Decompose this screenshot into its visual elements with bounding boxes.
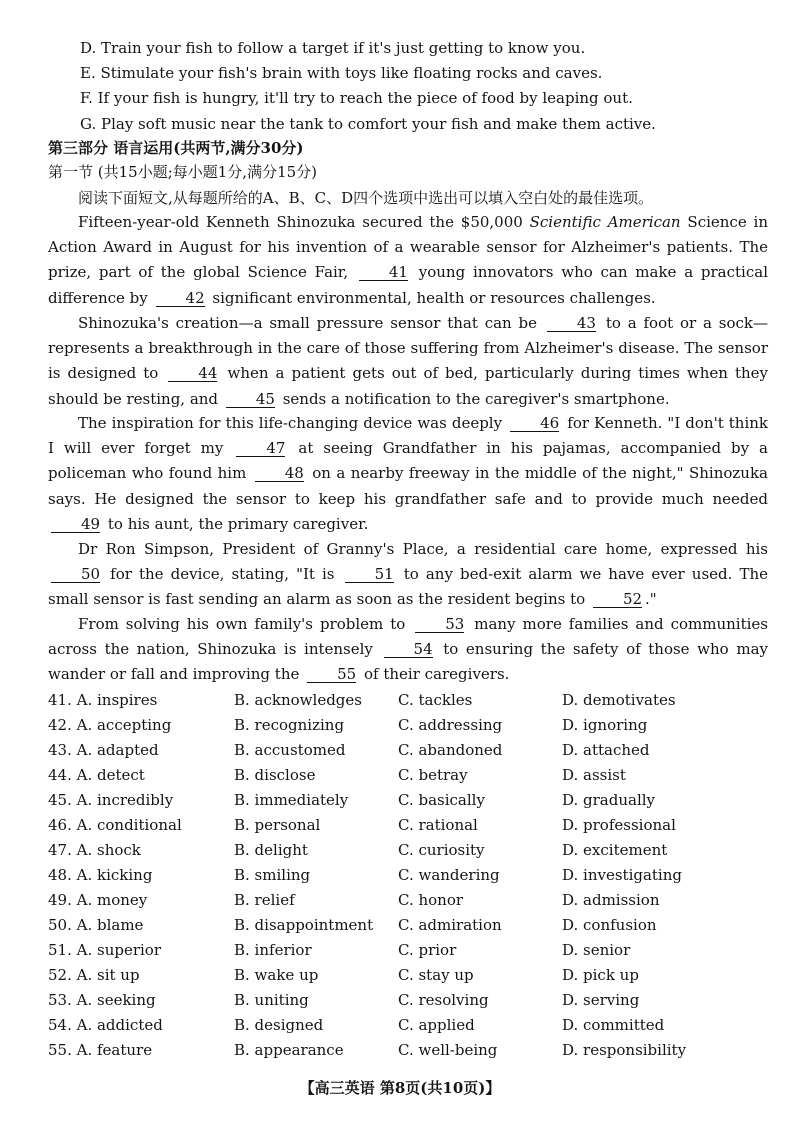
part3-header: 第三部分 语言运用(共两节,满分30分) <box>48 139 304 157</box>
q55-option-c: C. well-being <box>398 1041 498 1059</box>
blank-41: 41 <box>359 264 408 281</box>
q45-option-d: D. gradually <box>562 791 656 809</box>
blank-55: 55 <box>307 666 356 683</box>
q41-option-b: B. acknowledges <box>234 691 362 709</box>
question-43-options <box>48 739 748 761</box>
q42-option-c: C. addressing <box>398 716 503 734</box>
q52-option-d: D. pick up <box>562 966 639 984</box>
q41-option-d: D. demotivates <box>562 691 676 709</box>
top-option-f: F. If your fish is hungry, it'll try to reach the piece of food by leaping out. <box>80 89 633 107</box>
passage-paragraph-1 <box>48 210 768 311</box>
p1-text-c: young innovators who can make a practical difference by <box>48 263 768 307</box>
q55-option-d: D. responsibility <box>562 1041 687 1059</box>
q49-option-b: B. relief <box>234 891 295 909</box>
q50-option-a: 50. A. blame <box>48 916 144 934</box>
q50-option-d: D. confusion <box>562 916 657 934</box>
p1-text-d: significant environmental, health or resources challenges. <box>212 288 656 307</box>
q42-option-d: D. ignoring <box>562 716 648 734</box>
q53-option-b: B. uniting <box>234 991 309 1009</box>
p2-text-c: when a patient gets out of bed, particularly during times when they should be resting, and <box>48 364 768 408</box>
top-option-e: E. Stimulate your fish's brain with toys like floating rocks and caves. <box>80 64 603 82</box>
q46-option-a: 46. A. conditional <box>48 816 182 834</box>
q47-option-a: 47. A. shock <box>48 841 141 859</box>
question-55-options <box>48 1039 748 1061</box>
q52-option-b: B. wake up <box>234 966 319 984</box>
p3-text-d: on a nearby freeway in the middle of the night," Shinozuka says. He designed the sensor to keep his grandfather safe and to provide much needed <box>48 464 768 508</box>
question-52-options <box>48 964 748 986</box>
question-41-options <box>48 689 748 711</box>
q46-option-d: D. professional <box>562 816 676 834</box>
question-50-options <box>48 914 748 936</box>
passage-paragraph-5 <box>48 612 768 688</box>
q48-option-c: C. wandering <box>398 866 500 884</box>
q41-option-c: C. tackles <box>398 691 473 709</box>
question-44-options <box>48 764 748 786</box>
blank-43: 43 <box>547 315 596 332</box>
q52-option-a: 52. A. sit up <box>48 966 140 984</box>
p1-magazine-name: Scientific American <box>529 213 681 231</box>
q47-option-b: B. delight <box>234 841 308 859</box>
p5-text-c: to ensuring the safety of those who may wander or fall and improving the <box>48 640 768 684</box>
q54-option-c: C. applied <box>398 1016 475 1034</box>
q50-option-b: B. disappointment <box>234 916 374 934</box>
blank-49: 49 <box>51 516 100 533</box>
q47-option-d: D. excitement <box>562 841 668 859</box>
p1-text-b: Science in Action Award in August for his invention of a wearable sensor for Alzheimer's patients. The prize, part of the global Science Fair, <box>48 213 768 282</box>
question-46-options <box>48 814 748 836</box>
blank-53: 53 <box>415 616 464 633</box>
q54-option-d: D. committed <box>562 1016 665 1034</box>
q49-option-d: D. admission <box>562 891 660 909</box>
question-45-options <box>48 789 748 811</box>
question-51-options <box>48 939 748 961</box>
q43-option-d: D. attached <box>562 741 650 759</box>
q47-option-c: C. curiosity <box>398 841 485 859</box>
blank-47: 47 <box>236 440 285 457</box>
blank-46: 46 <box>510 415 559 432</box>
blank-42: 42 <box>156 290 205 307</box>
q42-option-a: 42. A. accepting <box>48 716 172 734</box>
q55-option-a: 55. A. feature <box>48 1041 153 1059</box>
passage-paragraph-2 <box>48 311 768 412</box>
question-47-options <box>48 839 748 861</box>
passage-paragraph-4 <box>48 537 768 613</box>
blank-48: 48 <box>255 465 304 482</box>
p2-text-d: sends a notification to the caregiver's smartphone. <box>282 389 670 408</box>
q54-option-a: 54. A. addicted <box>48 1016 163 1034</box>
q41-option-a: 41. A. inspires <box>48 691 158 709</box>
passage-paragraph-3 <box>48 411 768 537</box>
q52-option-c: C. stay up <box>398 966 474 984</box>
p4-text-a: Dr Ron Simpson, President of Granny's Place, a residential care home, expressed his <box>78 540 768 558</box>
p3-text-b: for Kenneth. "I don't think I will ever forget my <box>48 414 768 458</box>
p5-text-b: many more families and communities across the nation, Shinozuka is intensely <box>48 615 768 659</box>
p3-text-c: at seeing Grandfather in his pajamas, accompanied by a policeman who found him <box>48 439 768 483</box>
top-option-g: G. Play soft music near the tank to comfort your fish and make them active. <box>80 115 656 133</box>
p4-text-d: ." <box>645 590 657 609</box>
q43-option-a: 43. A. adapted <box>48 741 159 759</box>
question-42-options <box>48 714 748 736</box>
p2-text-b: to a foot or a sock—represents a breakthrough in the care of those suffering from Alzheimer's disease. The sensor is designed to <box>48 314 768 383</box>
q45-option-b: B. immediately <box>234 791 349 809</box>
page-footer: 【高三英语 第8页(共10页)】 <box>299 1079 501 1097</box>
section1-header: 第一节 (共15小题;每小题1分,满分15分) <box>48 163 318 181</box>
p4-text-c: to any bed-exit alarm we have ever used. The small sensor is fast sending an alarm as soon as the resident begins to <box>48 565 768 609</box>
q45-option-a: 45. A. incredibly <box>48 791 174 809</box>
q44-option-a: 44. A. detect <box>48 766 145 784</box>
q51-option-a: 51. A. superior <box>48 941 161 959</box>
q50-option-c: C. admiration <box>398 916 502 934</box>
p4-text-b: for the device, stating, "It is <box>110 565 335 584</box>
q46-option-b: B. personal <box>234 816 321 834</box>
q46-option-c: C. rational <box>398 816 478 834</box>
q44-option-b: B. disclose <box>234 766 316 784</box>
q51-option-b: B. inferior <box>234 941 312 959</box>
q49-option-c: C. honor <box>398 891 464 909</box>
q48-option-a: 48. A. kicking <box>48 866 153 884</box>
q51-option-d: D. senior <box>562 941 631 959</box>
q44-option-d: D. assist <box>562 766 626 784</box>
q53-option-a: 53. A. seeking <box>48 991 156 1009</box>
q48-option-b: B. smiling <box>234 866 311 884</box>
p5-text-a: From solving his own family's problem to <box>78 615 406 633</box>
question-48-options <box>48 864 748 886</box>
p1-text-a: Fifteen-year-old Kenneth Shinozuka secured the $50,000 <box>78 213 530 231</box>
blank-51: 51 <box>345 566 394 583</box>
q53-option-c: C. resolving <box>398 991 489 1009</box>
blank-52: 52 <box>593 591 642 608</box>
q45-option-c: C. basically <box>398 791 485 809</box>
instruction: 阅读下面短文,从每题所给的A、B、C、D四个选项中选出可以填入空白处的最佳选项。 <box>78 189 654 207</box>
question-54-options <box>48 1014 748 1036</box>
blank-54: 54 <box>384 641 433 658</box>
p3-text-a: The inspiration for this life-changing device was deeply <box>78 414 503 432</box>
top-option-d: D. Train your fish to follow a target if it's just getting to know you. <box>80 39 586 57</box>
question-53-options <box>48 989 748 1011</box>
q44-option-c: C. betray <box>398 766 468 784</box>
q51-option-c: C. prior <box>398 941 457 959</box>
p5-text-d: of their caregivers. <box>364 665 510 684</box>
question-49-options <box>48 889 748 911</box>
blank-44: 44 <box>168 365 217 382</box>
blank-45: 45 <box>226 391 275 408</box>
q43-option-c: C. abandoned <box>398 741 503 759</box>
q53-option-d: D. serving <box>562 991 640 1009</box>
q49-option-a: 49. A. money <box>48 891 148 909</box>
q42-option-b: B. recognizing <box>234 716 345 734</box>
blank-50: 50 <box>51 566 100 583</box>
p3-text-e: to his aunt, the primary caregiver. <box>107 514 369 533</box>
q43-option-b: B. accustomed <box>234 741 346 759</box>
p2-text-a: Shinozuka's creation—a small pressure sensor that can be <box>78 314 538 332</box>
q54-option-b: B. designed <box>234 1016 324 1034</box>
q55-option-b: B. appearance <box>234 1041 344 1059</box>
q48-option-d: D. investigating <box>562 866 682 884</box>
